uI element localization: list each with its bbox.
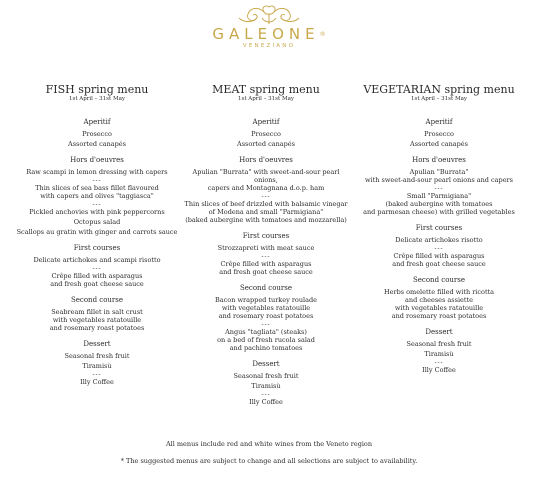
dish-item: Delicate artichokes and scampi risotto [33, 256, 161, 264]
dish-item: Angus "tagliata" (steaks) on a bed of fresh rucola salad and pachino tomatoes [217, 328, 315, 352]
section-second-course [353, 276, 525, 320]
section-hors-d-oeuvres [180, 156, 352, 224]
dish-item: Octopus salad [73, 218, 121, 226]
separator: --- [92, 177, 102, 184]
section-title: First courses [73, 244, 121, 252]
availability-disclaimer: * The suggested menus are subject to change and all selections are subject to availability. [120, 457, 418, 465]
menu-title: VEGETARIAN spring menu [363, 83, 515, 96]
dish-item: Illy Coffee [422, 366, 456, 374]
ornament-icon [234, 4, 304, 26]
separator: --- [92, 265, 102, 272]
dish-item: Herbs omelette filled with ricotta and cheeses assiette with vegetables ratatouille and rosemary roast potatoes [383, 288, 495, 320]
dish-item: Small "Parmigiana" (baked aubergine with tomatoes and parmesan cheese) with grilled vegetables [363, 192, 515, 216]
dish-item: Apulian "Burrata" with sweet-and-sour pearl onions, capers and Montagnana d.o.p. ham [192, 168, 340, 192]
dish-item: Apulian "Burrata" with sweet-and-sour pearl onions and capers [364, 168, 513, 184]
brand-subtitle: VENEZIANO [242, 43, 296, 49]
section-first-courses [180, 232, 352, 276]
section-title: Second course [412, 276, 465, 284]
section-aperitif [180, 118, 352, 148]
separator: --- [434, 245, 444, 252]
dish-item: Crêpe filled with asparagus and fresh goat cheese sauce [219, 260, 313, 276]
wine-note: All menus include red and white wines from the Veneto region [165, 440, 373, 448]
section-aperitif [11, 118, 183, 148]
separator: --- [261, 253, 271, 260]
section-hors-d-oeuvres [353, 156, 525, 216]
section-dessert [11, 340, 183, 386]
section-dessert [180, 360, 352, 406]
section-aperitif [353, 118, 525, 148]
menu-dates: 1st April – 31st May [238, 96, 294, 102]
dish-item: Tiramisù [251, 382, 281, 390]
dish-item: Tiramisù [82, 362, 112, 370]
section-title: Second course [239, 284, 292, 292]
dish-item: Seasonal fresh fruit [406, 340, 472, 348]
section-title: Hors d'oeuvres [412, 156, 466, 164]
section-first-courses [11, 244, 183, 288]
dish-item: Seabream fillet in salt crust with vegetables ratatouille and rosemary roast potatoes [49, 308, 145, 332]
section-second-course [180, 284, 352, 352]
dish-item: Thin slices of sea bass fillet flavoured with capers and olives "taggiasca" [35, 184, 159, 200]
dish-item: Prosecco [82, 130, 112, 138]
dish-item: Crêpe filled with asparagus and fresh goat cheese sauce [50, 272, 144, 288]
section-title: Hors d'oeuvres [70, 156, 124, 164]
separator: --- [261, 193, 271, 200]
fish-menu-column [11, 84, 183, 394]
section-first-courses [353, 224, 525, 268]
dish-item: Assorted canapés [410, 140, 468, 148]
dish-item: Delicate artichokes risotto [395, 236, 483, 244]
dish-item: Seasonal fresh fruit [64, 352, 130, 360]
dish-item: Strozzapreti with meat sauce [217, 244, 315, 252]
dish-item: Raw scampi in lemon dressing with capers [26, 168, 168, 176]
section-title: First courses [415, 224, 463, 232]
dish-item: Assorted canapés [68, 140, 126, 148]
dish-item: Prosecco [251, 130, 281, 138]
section-title: Aperitif [83, 118, 111, 126]
dish-item: Illy Coffee [80, 378, 114, 386]
section-title: First courses [242, 232, 290, 240]
dish-item: Assorted canapés [237, 140, 295, 148]
dish-item: Scallops au gratin with ginger and carrots sauce [16, 228, 178, 236]
separator: --- [92, 371, 102, 378]
section-title: Aperitif [425, 118, 453, 126]
section-second-course [11, 296, 183, 332]
menu-dates: 1st April – 31st May [69, 96, 125, 102]
dish-item: Seasonal fresh fruit [233, 372, 299, 380]
dish-item: Thin slices of beef drizzled with balsamic vinegar of Modena and small "Parmigiana" (baked aubergine with tomatoes and mozzarella) [184, 200, 348, 224]
menu-dates: 1st April – 31st May [411, 96, 467, 102]
brand-logo [0, 4, 538, 49]
section-title: Dessert [83, 340, 111, 348]
meat-menu-column [180, 84, 352, 414]
separator: --- [434, 185, 444, 192]
dish-item: Crêpe filled with asparagus and fresh goat cheese sauce [392, 252, 486, 268]
section-title: Aperitif [252, 118, 280, 126]
dish-item: Illy Coffee [249, 398, 283, 406]
menu-title: MEAT spring menu [212, 83, 320, 96]
section-title: Dessert [252, 360, 280, 368]
dish-item: Pickled anchovies with pink peppercorns [29, 208, 165, 216]
separator: --- [261, 391, 271, 398]
dish-item: Tiramisù [424, 350, 454, 358]
dish-item: Prosecco [424, 130, 454, 138]
section-dessert [353, 328, 525, 374]
section-title: Second course [70, 296, 123, 304]
separator: --- [434, 359, 444, 366]
brand-name: GALEONE® [212, 25, 326, 43]
separator: --- [92, 201, 102, 208]
separator: --- [261, 321, 271, 328]
dish-item: Bacon wrapped turkey roulade with vegetables ratatouille and rosemary roast potatoes [215, 296, 317, 320]
section-title: Dessert [425, 328, 453, 336]
section-title: Hors d'oeuvres [239, 156, 293, 164]
section-hors-d-oeuvres [11, 156, 183, 236]
vegetarian-menu-column [353, 84, 525, 382]
menu-title: FISH spring menu [45, 83, 149, 96]
